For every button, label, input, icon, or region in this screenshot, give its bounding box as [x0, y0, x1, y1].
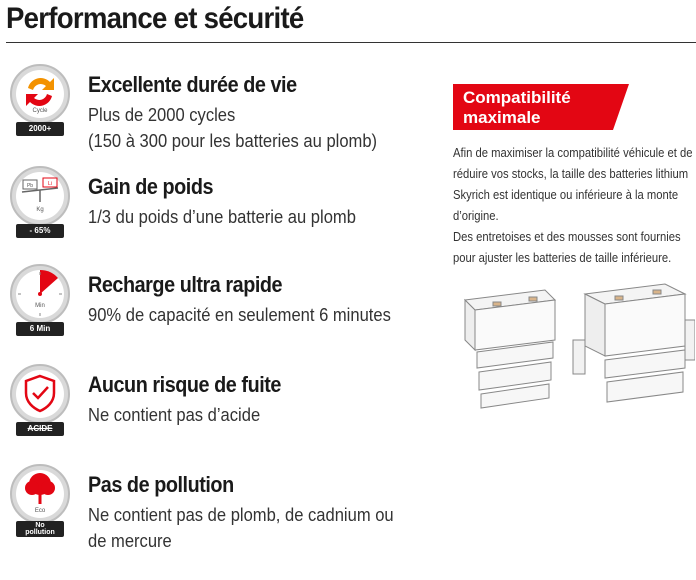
feature-description: Plus de 2000 cycles (150 à 300 pour les batteries au plomb) — [88, 105, 378, 151]
feature-description: Ne contient pas de plomb, de cadnium ou de mercure — [88, 505, 394, 551]
feature-title: Aucun risque de fuite — [88, 372, 281, 397]
compat-title: Compatibilité maximale — [463, 88, 571, 127]
badge-label: - 65% — [16, 224, 64, 238]
cycle-icon — [8, 62, 72, 126]
cycle-icon-text: Cycle — [32, 108, 48, 114]
weight-badge — [8, 164, 72, 244]
cycle-badge — [8, 62, 72, 142]
feature-no-pollution — [8, 462, 428, 552]
feature-description: 90% de capacité en seulement 6 minutes — [88, 305, 391, 325]
tree-icon — [8, 462, 72, 526]
compat-paragraph: Afin de maximiser la compatibilité véhicule et de réduire vos stocks, la taille des batteries lithium Skyrich est identique ou inférieure à la monte d’origine. — [453, 146, 693, 223]
title-divider — [6, 42, 696, 43]
battery-illustration — [455, 280, 695, 430]
feature-title: Recharge ultra rapide — [88, 272, 283, 297]
feature-title: Pas de pollution — [88, 472, 234, 497]
svg-text:Li: Li — [48, 181, 52, 187]
svg-text:Pb: Pb — [26, 183, 34, 189]
recharge-badge — [8, 262, 72, 342]
feature-weight — [8, 164, 428, 254]
feature-no-leak — [8, 362, 428, 452]
eco-badge — [8, 462, 72, 542]
compat-banner — [453, 84, 629, 130]
badge-label: No pollution — [16, 521, 64, 537]
shield-check-icon — [8, 362, 72, 426]
feature-description: Ne contient pas d’acide — [88, 405, 261, 425]
feature-description: 1/3 du poids d’une batterie au plomb — [88, 207, 356, 227]
page-title: Performance et sécurité — [6, 2, 304, 35]
badge-label: 6 Min — [16, 322, 64, 336]
compat-description — [453, 143, 694, 269]
feature-recharge — [8, 262, 428, 352]
svg-text:Eco: Eco — [34, 508, 46, 514]
feature-title: Excellente durée de vie — [88, 72, 297, 97]
svg-text:Min: Min — [35, 303, 45, 309]
badge-label: 2000+ — [16, 122, 64, 136]
compat-paragraph: Des entretoises et des mousses sont fournies pour ajuster les batteries de taille inférieure. — [453, 230, 681, 265]
feature-lifetime — [8, 62, 428, 152]
feature-title: Gain de poids — [88, 174, 214, 199]
timer-icon — [8, 262, 72, 326]
shield-badge — [8, 362, 72, 442]
scale-icon — [8, 164, 72, 228]
badge-label: ACIDE — [16, 422, 64, 436]
svg-text:Kg: Kg — [36, 207, 44, 213]
